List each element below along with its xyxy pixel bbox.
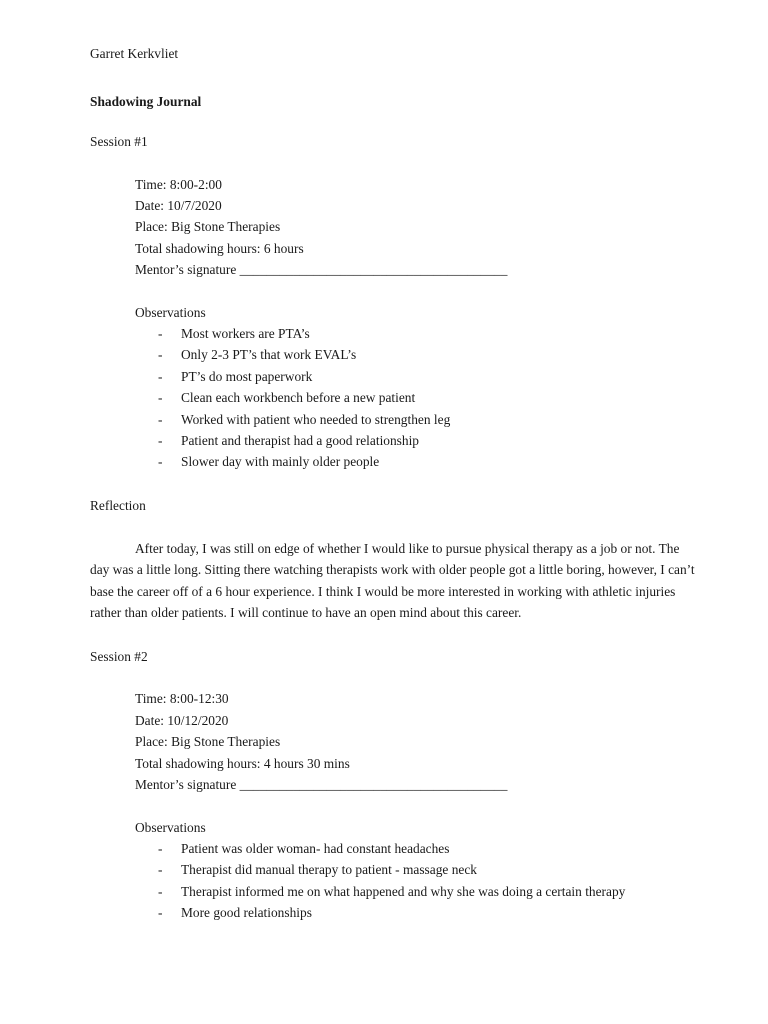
- session-1-observations-label: Observations: [135, 305, 206, 320]
- bullet-dash: -: [158, 841, 163, 856]
- document-title: Shadowing Journal: [90, 94, 202, 109]
- reflection-paragraph: [90, 538, 695, 624]
- session-2-hours: Total shadowing hours: 4 hours 30 mins: [135, 756, 350, 771]
- session-1-date: Date: 10/7/2020: [135, 198, 222, 213]
- reflection-line: day was a little long. Sitting there watching therapists work with older people got a little boring, however, I can’t: [90, 562, 695, 578]
- observation-text: Patient and therapist had a good relationship: [181, 432, 419, 448]
- observation-text: Therapist did manual therapy to patient - massage neck: [181, 862, 477, 878]
- observation-text: Clean each workbench before a new patient: [181, 390, 416, 406]
- observation-text: PT’s do most paperwork: [181, 368, 313, 384]
- session-2-heading: Session #2: [90, 649, 148, 664]
- bullet-dash: -: [158, 862, 163, 878]
- session-2-observations-label: Observations: [135, 820, 206, 835]
- bullet-dash: -: [158, 347, 163, 363]
- observation-text: Worked with patient who needed to strengthen leg: [181, 411, 451, 427]
- bullet-dash: -: [158, 390, 163, 406]
- observation-text: Slower day with mainly older people: [181, 454, 380, 470]
- observation-text: More good relationships: [181, 905, 312, 921]
- reflection-line: base the career off of a 6 hour experience. I think I would be more interested in working with athletic injuries: [90, 583, 676, 599]
- observation-text: Most workers are PTA’s: [181, 326, 310, 341]
- session-2-place: Place: Big Stone Therapies: [135, 734, 281, 749]
- session-2-date: Date: 10/12/2020: [135, 713, 229, 728]
- reflection-heading: Reflection: [90, 498, 146, 513]
- session-1-time: Time: 8:00-2:00: [135, 177, 222, 192]
- session-2-mentor-signature: Mentor’s signature ________________________________________: [135, 777, 508, 792]
- observation-text: Patient was older woman- had constant headaches: [181, 841, 450, 856]
- session-1-heading: Session #1: [90, 134, 148, 149]
- bullet-dash: -: [158, 368, 163, 384]
- bullet-dash: -: [158, 432, 163, 448]
- bullet-dash: -: [158, 454, 163, 470]
- session-2-time: Time: 8:00-12:30: [135, 691, 229, 706]
- reflection-line: After today, I was still on edge of whether I would like to pursue physical therapy as a job or not. The: [135, 541, 680, 556]
- observation-text: Therapist informed me on what happened and why she was doing a certain therapy: [181, 883, 626, 899]
- bullet-dash: -: [158, 411, 163, 427]
- bullet-dash: -: [158, 883, 163, 899]
- author-name: Garret Kerkvliet: [90, 46, 179, 61]
- session-1-hours: Total shadowing hours: 6 hours: [135, 241, 304, 256]
- reflection-line: rather than older patients. I will continue to have an open mind about this career.: [90, 605, 522, 621]
- bullet-dash: -: [158, 905, 163, 921]
- session-1-place: Place: Big Stone Therapies: [135, 219, 281, 234]
- bullet-dash: -: [158, 326, 163, 341]
- session-1-mentor-signature: Mentor’s signature ________________________________________: [135, 262, 508, 277]
- observation-text: Only 2-3 PT’s that work EVAL’s: [181, 347, 357, 363]
